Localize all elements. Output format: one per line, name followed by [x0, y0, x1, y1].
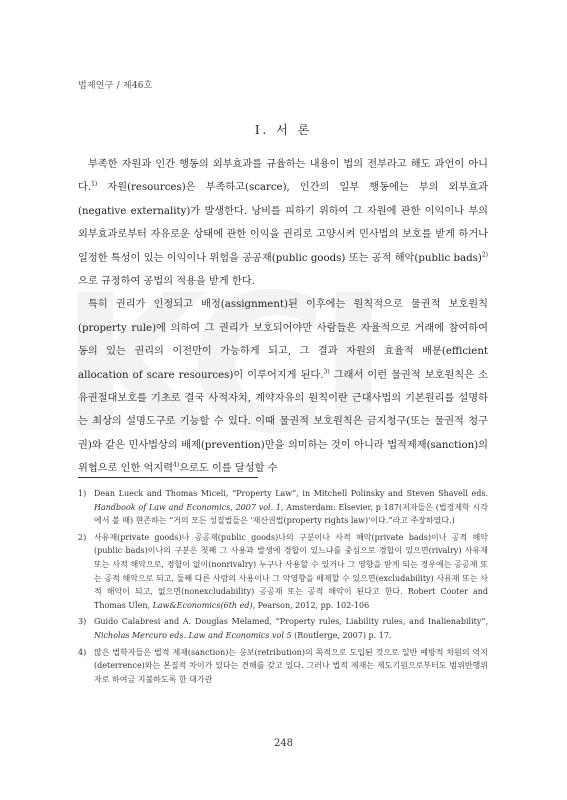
text-run: 특히 권리가 인정되고 배정(assignment)된 이후에는 원칙적으로 물권적 보호원칙(property rule)에 의하여 그 권리가 보호되어야만 사람들은 자율적으로 거래에 참여하여 동의 있는 권리의 이전만이 가능하게 되고, 그 결과 자원의 효율적 배분(efficient allocation of scare resources)이 이루어지게 된다. — [78, 299, 488, 381]
text-run: , Amsterdam: Elsevier, p 187(저자들은 (법경제학 시각에서 볼 때) 현존하는 “거의 모든 성질법들은 '재산권법(property rights law)'이다.”라고 주장하였다.) — [94, 502, 488, 526]
footnote-ref: 4) — [173, 461, 180, 469]
text-run: Guido Calabresi and A. Douglas Melamed, “Property rules, Liability rules, and Inalienability”, — [94, 617, 488, 627]
paragraph — [78, 293, 488, 480]
footnote-text — [94, 646, 488, 687]
footnote — [78, 531, 488, 613]
italic-citation: Nicholas Mercuro eds. Law and Economics vol 5 — [94, 630, 292, 640]
text-run: 으로 규정하여 공법의 적용을 받게 한다. — [78, 276, 255, 288]
text-run: 사유재(private goods)나 공공재(public goods)나의 구분이나 사적 해악(private bads)이나 공적 해악(public bads)이나의 구분은 첫째 그 사용과 발생에 경합이 있느냐를 중심으로 경합이 있으면(rivalry) 사유재 또는 사적 해악으로, 경합이 없이(nonrivalry) 누구나 사용할 수 있거나 그 영향을 받게 되는 경우에는 공공재 또는 공적 해악으로 되고, 둘째 다른 사람의 사용이나 그 악영향을 배제할 수 있으면(excludability) 사유재 또는 사적 해악이 되고, 없으면(nonexcludability) 공공재 또는 공적 해악이 된다고 한다. Robert Cooter and Thomas Ulen, — [94, 532, 488, 610]
text-run: 많은 법학자들은 법적 제재(sanction)는 응보(retribution)의 목적으로 도입된 것으로 일반 예방적 차원의 억지(deterrence)와는 본질적 차이가 있다는 견해를 갖고 있다. 그러나 법적 제재는 제도기원으로부터도 범위반행위자로 하여금 지불하도록 한 대가관 — [94, 647, 488, 684]
text-run: 부족한 자원과 인간 행동의 외부효과를 규율하는 내용이 법의 전부라고 해도 과언이 아니다. — [78, 159, 488, 194]
footnote-separator — [78, 477, 258, 478]
text-run: (Routlerge, 2007) p. 17. — [291, 630, 392, 640]
footnote-text — [94, 487, 488, 528]
italic-citation: Law&Economics(6th ed) — [152, 600, 253, 610]
footnote — [78, 646, 488, 687]
text-run: , Pearson, 2012, pp. 102-106 — [252, 600, 370, 610]
paragraph — [78, 153, 488, 293]
footnote-ref: 1) — [91, 181, 98, 189]
footnote — [78, 615, 488, 642]
italic-citation: Handbook of Law and Economics, 2007 vol. 1 — [94, 502, 281, 512]
footnote-number: 4) — [78, 647, 87, 657]
footnote-ref: 3) — [323, 368, 330, 376]
body-text — [78, 153, 488, 481]
section-title: I. 서 론 — [254, 123, 313, 137]
text-run: Dean Lueck and Thomas Miceli, “Property Law”, in Mitchell Polinsky and Steven Shavell eds. — [94, 489, 488, 498]
footnote — [78, 487, 488, 528]
running-header: 법제연구 / 제46호 — [78, 81, 153, 91]
footnotes — [78, 487, 488, 689]
footnote-ref: 2) — [481, 251, 488, 259]
page-number: 248 — [273, 738, 294, 749]
footnote-number: 2) — [78, 532, 87, 542]
text-run: 그래서 이런 물권적 보호원칙은 소유권절대보호를 기초로 결국 사적자치, 계약자유의 원칙이란 근대사법의 기본원리를 설명하는 최상의 설명도구로 기능할 수 있다. 이때 물권적 보호원칙은 금지청구(또는 물권적 청구권)와 같은 민사법상의 배제(prevention)만을 의미하는 것이 아니라 법적제재(sanction)의 위협으로 인한 억지력 — [78, 369, 488, 475]
text-run: 으로도 이를 달성할 수 — [179, 463, 278, 475]
footnote-text — [94, 531, 488, 613]
footnote-number: 1) — [78, 489, 87, 498]
text-run: 자원(resources)은 부족하고(scarce), 인간의 일부 행동에는 부의 외부효과(negative externality)가 발생한다. 낭비를 피하기 위하여 그 자원에 관한 이익이나 부의 외부효과로부터 자유로운 상태에 관한 이익을 권리로 고양시켜 민사법의 보호를 받게 하거나 일정한 특성이 있는 이익이나 위험을 공공재(public goods) 또는 공적 해악(public bads) — [78, 182, 488, 264]
footnote-number: 3) — [78, 617, 87, 627]
footnote-text — [94, 615, 488, 642]
